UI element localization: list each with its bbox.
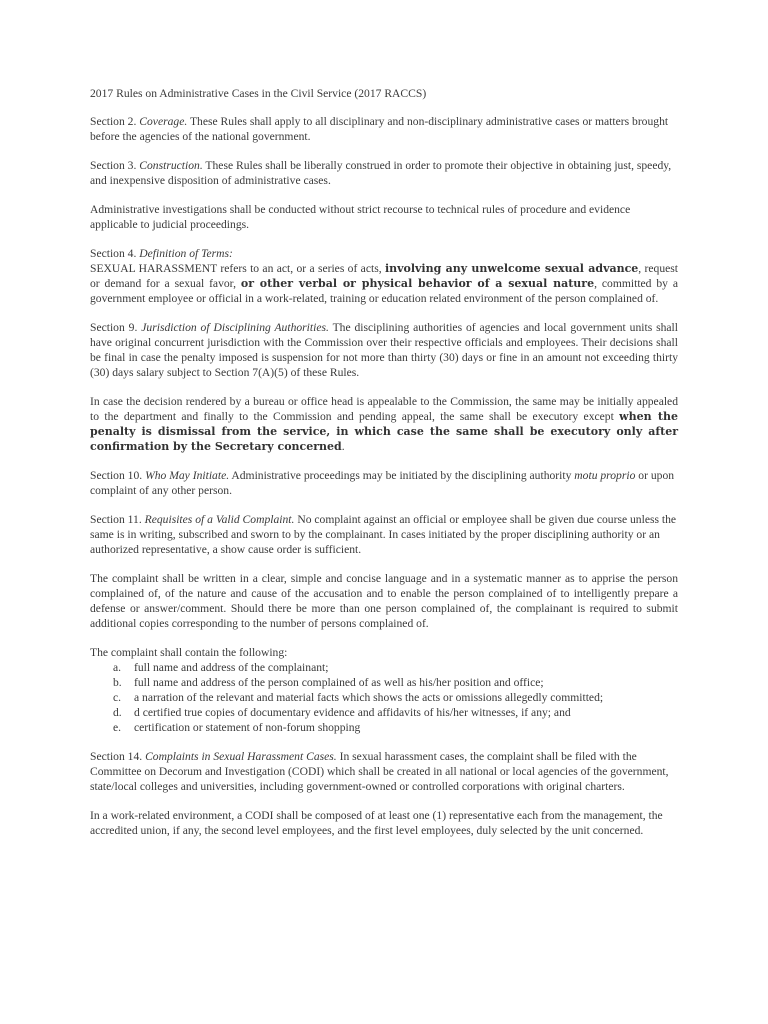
section-9-heading: Section 9. xyxy=(90,321,138,334)
complaint-language-paragraph: The complaint shall be written in a clear, simple and concise language and in a systematic manner as to apprise the person complained of, of the nature and cause of the accusation and to enable the person complained of to intelligently prepare a defense or answer/comment. Should there be more than one person complained of, the complainant is required to submit additional copies corresponding to the number of persons complained of. xyxy=(90,572,678,630)
section-4-term: Definition of Terms: xyxy=(139,247,233,260)
section-11-requisites xyxy=(90,512,678,557)
section-9-text: The disciplining authorities of agencies and local government units shall have original concurrent jurisdiction with the Commission over their respective officials and employees. Their decisions shall be final in case the penalty imposed is suspension for not more than thirty (30) days or fine in an amount not exceeding thirty (30) days salary subject to Section 7(A)(5) of these Rules. xyxy=(90,321,678,379)
section-9-jurisdiction xyxy=(90,320,678,380)
section-2-text: These Rules shall apply to all disciplinary and non-disciplinary administrative cases or matters brought before the agencies of the national government. xyxy=(90,115,669,143)
codi-composition-paragraph: In a work-related environment, a CODI shall be composed of at least one (1) representative each from the management, the accredited union, if any, the second level employees, and the first level employees, duly selected by the unit concerned. xyxy=(90,809,663,837)
complaint-contents-list xyxy=(90,660,678,735)
section-9-term: Jurisdiction of Disciplining Authorities. xyxy=(141,321,329,334)
complaint-contents-intro: The complaint shall contain the following: xyxy=(90,646,288,659)
section-2-term: Coverage. xyxy=(139,115,188,128)
section-10-text-1: Administrative proceedings may be initiated by the disciplining authority xyxy=(229,469,575,482)
section-2-coverage xyxy=(90,114,678,144)
list-item xyxy=(90,720,678,735)
section-3-heading: Section 3. xyxy=(90,159,137,172)
section-3-term: Construction. xyxy=(139,159,203,172)
list-marker: c. xyxy=(113,691,122,704)
sexual-harassment-text-3: , committed by a government employee or official in a work-related, training or education related environment of the person complained of. xyxy=(90,277,678,305)
section-10-who-may-initiate xyxy=(90,468,678,498)
decision-bold: when the penalty is dismissal from the service, in which case the same shall be executory only after confirmation by the Secretary concerned xyxy=(90,410,678,453)
list-item xyxy=(90,690,678,705)
section-10-italic: motu proprio xyxy=(574,469,636,482)
list-item-text: certification or statement of non-forum shopping xyxy=(134,721,361,734)
list-marker: d. xyxy=(113,706,122,719)
document-page xyxy=(90,86,678,852)
list-item-text: full name and address of the person complained of as well as his/her position and office; xyxy=(134,676,544,689)
section-11-term: Requisites of a Valid Complaint. xyxy=(144,513,295,526)
section-14-term: Complaints in Sexual Harassment Cases. xyxy=(145,750,337,763)
document-title: 2017 Rules on Administrative Cases in the Civil Service (2017 RACCS) xyxy=(90,87,427,100)
section-11-heading: Section 11. xyxy=(90,513,142,526)
section-3-text: These Rules shall be liberally construed in order to promote their objective in obtaining just, speedy, and inexpensive disposition of administrative cases. xyxy=(90,159,672,187)
list-marker: a. xyxy=(113,661,122,674)
sexual-harassment-text-2: , request or demand for a sexual favor, xyxy=(90,262,679,290)
list-item xyxy=(90,705,678,720)
section-10-term: Who May Initiate. xyxy=(145,469,230,482)
decision-text-1: In case the decision rendered by a bureau or office head is appealable to the Commission, the same may be initially appealed to the department and finally to the Commission and pending appeal, the same shall be executory except xyxy=(90,395,678,423)
section-3-construction xyxy=(90,158,678,188)
section-11-text: No complaint against an official or employee shall be given due course unless the same is in writing, subscribed and sworn to by the complainant. In cases initiated by the proper disciplining authority or an authorized representative, a show cause order is sufficient. xyxy=(90,513,677,556)
sexual-harassment-text-1: SEXUAL HARASSMENT refers to an act, or a series of acts, xyxy=(90,262,385,275)
administrative-investigations-paragraph: Administrative investigations shall be conducted without strict recourse to technical rules of procedure and evidence applicable to judicial proceedings. xyxy=(90,203,631,231)
section-14-heading: Section 14. xyxy=(90,750,143,763)
list-item-text: d certified true copies of documentary evidence and affidavits of his/her witnesses, if any; and xyxy=(134,706,571,719)
list-item xyxy=(90,675,678,690)
sexual-harassment-bold-2: or other verbal or physical behavior of a sexual nature xyxy=(240,277,595,290)
section-14-complaints xyxy=(90,749,678,794)
list-marker: e. xyxy=(113,721,122,734)
list-item-text: full name and address of the complainant; xyxy=(134,661,329,674)
section-4-heading-line xyxy=(90,246,678,261)
sexual-harassment-bold-1: involving any unwelcome sexual advance xyxy=(384,262,639,275)
section-10-text-2: or upon complaint of any other person. xyxy=(90,469,675,497)
section-4-heading: Section 4. xyxy=(90,247,137,260)
section-14-text: In sexual harassment cases, the complaint shall be filed with the Committee on Decorum and Investigation (CODI) which shall be created in all national or local agencies of the government, state/local colleges and universities, including government-owned or controlled corporations with original charters. xyxy=(90,750,669,793)
section-2-heading: Section 2. xyxy=(90,115,137,128)
list-marker: b. xyxy=(113,676,122,689)
decision-text-2: . xyxy=(341,440,345,453)
decision-appeal-paragraph xyxy=(90,394,678,454)
list-item-text: a narration of the relevant and material facts which shows the acts or omissions allegedly committed; xyxy=(134,691,604,704)
section-10-heading: Section 10. xyxy=(90,469,143,482)
sexual-harassment-definition xyxy=(90,261,678,306)
list-item xyxy=(90,660,678,675)
